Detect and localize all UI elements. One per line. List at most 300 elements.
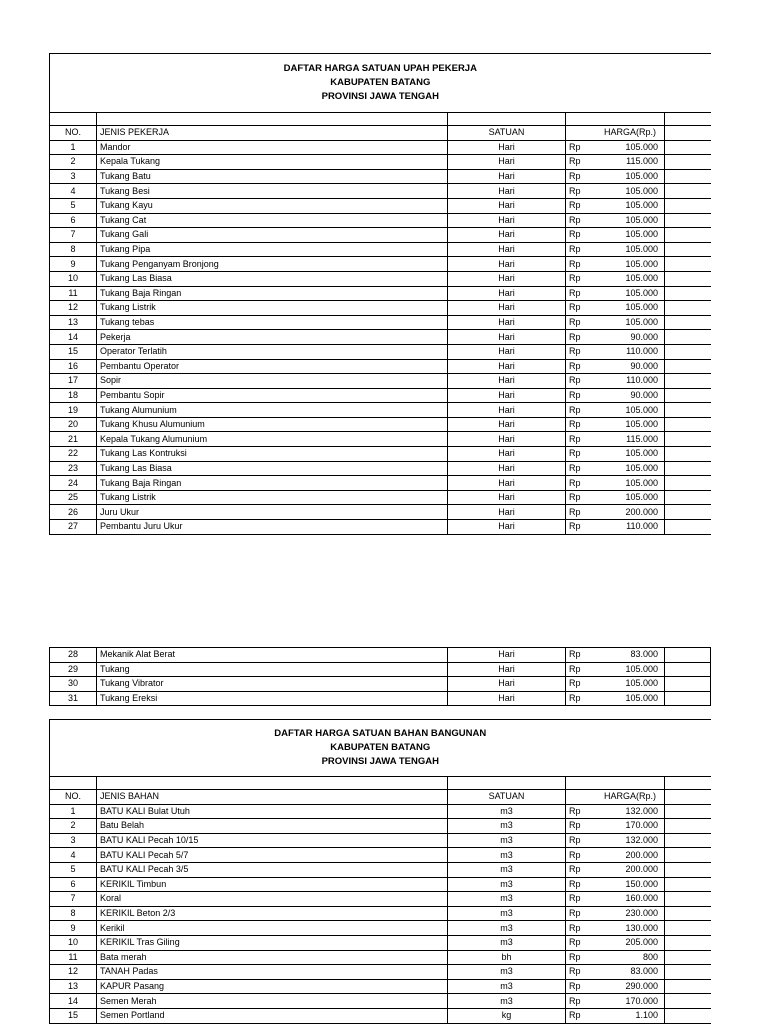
row-name: Tukang Khusu Alumunium bbox=[97, 417, 448, 432]
row-name: BATU KALI Bulat Utuh bbox=[97, 804, 448, 819]
row-price: 230.000 bbox=[596, 906, 665, 921]
row-name: Tukang Pipa bbox=[97, 242, 448, 257]
row-unit: m3 bbox=[448, 979, 566, 994]
row-number: 14 bbox=[50, 330, 97, 345]
row-empty-cell bbox=[665, 677, 711, 692]
row-empty-cell bbox=[665, 520, 711, 535]
row-price: 105.000 bbox=[596, 403, 665, 418]
row-currency: Rp bbox=[566, 330, 596, 345]
row-price: 115.000 bbox=[596, 155, 665, 170]
row-number: 12 bbox=[50, 301, 97, 316]
row-number: 21 bbox=[50, 432, 97, 447]
table-row bbox=[50, 892, 711, 907]
table-row bbox=[50, 213, 711, 228]
row-price: 110.000 bbox=[596, 374, 665, 389]
row-number: 1 bbox=[50, 804, 97, 819]
row-unit: m3 bbox=[448, 804, 566, 819]
row-currency: Rp bbox=[566, 374, 596, 389]
table-row bbox=[50, 520, 711, 535]
table-row bbox=[50, 804, 711, 819]
header-price: HARGA(Rp.) bbox=[566, 126, 665, 141]
row-price: 105.000 bbox=[596, 301, 665, 316]
row-currency: Rp bbox=[566, 921, 596, 936]
row-unit: Hari bbox=[448, 344, 566, 359]
row-number: 2 bbox=[50, 155, 97, 170]
row-unit: m3 bbox=[448, 994, 566, 1009]
table-row bbox=[50, 184, 711, 199]
row-empty-cell bbox=[665, 921, 711, 936]
row-currency: Rp bbox=[566, 906, 596, 921]
row-empty-cell bbox=[665, 877, 711, 892]
bahan-title-line-1: DAFTAR HARGA SATUAN BAHAN BANGUNAN bbox=[274, 728, 487, 739]
header-no: NO. bbox=[50, 790, 97, 805]
row-name: Semen Portland bbox=[97, 1008, 448, 1023]
row-unit: Hari bbox=[448, 388, 566, 403]
row-price: 132.000 bbox=[596, 804, 665, 819]
row-name: Tukang Las Biasa bbox=[97, 271, 448, 286]
row-name: Tukang tebas bbox=[97, 315, 448, 330]
table-row bbox=[50, 979, 711, 994]
row-price: 105.000 bbox=[596, 228, 665, 243]
row-empty-cell bbox=[665, 505, 711, 520]
row-unit: Hari bbox=[448, 169, 566, 184]
upah-title bbox=[50, 54, 711, 113]
table-row bbox=[50, 432, 711, 447]
row-unit: Hari bbox=[448, 271, 566, 286]
row-number: 20 bbox=[50, 417, 97, 432]
row-name: Tukang Las Biasa bbox=[97, 461, 448, 476]
row-empty-cell bbox=[665, 403, 711, 418]
row-price: 205.000 bbox=[596, 935, 665, 950]
row-currency: Rp bbox=[566, 662, 596, 677]
table-row bbox=[50, 461, 711, 476]
row-number: 8 bbox=[50, 906, 97, 921]
row-number: 15 bbox=[50, 1008, 97, 1023]
table-row bbox=[50, 155, 711, 170]
row-empty-cell bbox=[665, 862, 711, 877]
row-currency: Rp bbox=[566, 140, 596, 155]
row-empty-cell bbox=[665, 950, 711, 965]
row-price: 105.000 bbox=[596, 691, 665, 706]
row-name: Pembantu Operator bbox=[97, 359, 448, 374]
bahan-table bbox=[49, 719, 711, 1024]
row-name: KERIKIL Timbun bbox=[97, 877, 448, 892]
table-row bbox=[50, 490, 711, 505]
row-unit: Hari bbox=[448, 242, 566, 257]
row-currency: Rp bbox=[566, 359, 596, 374]
table-row bbox=[50, 417, 711, 432]
row-empty-cell bbox=[665, 184, 711, 199]
row-currency: Rp bbox=[566, 169, 596, 184]
table-row bbox=[50, 242, 711, 257]
row-empty-cell bbox=[665, 819, 711, 834]
row-currency: Rp bbox=[566, 344, 596, 359]
row-price: 105.000 bbox=[596, 461, 665, 476]
row-currency: Rp bbox=[566, 490, 596, 505]
table-row bbox=[50, 447, 711, 462]
row-number: 22 bbox=[50, 447, 97, 462]
row-number: 3 bbox=[50, 833, 97, 848]
row-currency: Rp bbox=[566, 648, 596, 663]
row-empty-cell bbox=[665, 330, 711, 345]
bahan-title-line-2: KABUPATEN BATANG bbox=[330, 742, 431, 753]
row-number: 23 bbox=[50, 461, 97, 476]
row-name: Tukang Listrik bbox=[97, 301, 448, 316]
row-name: Kepala Tukang Alumunium bbox=[97, 432, 448, 447]
row-price: 115.000 bbox=[596, 432, 665, 447]
row-number: 7 bbox=[50, 228, 97, 243]
row-currency: Rp bbox=[566, 461, 596, 476]
row-empty-cell bbox=[665, 461, 711, 476]
upah-title-line-3: PROVINSI JAWA TENGAH bbox=[321, 91, 439, 102]
row-number: 27 bbox=[50, 520, 97, 535]
row-empty-cell bbox=[665, 906, 711, 921]
table-row bbox=[50, 257, 711, 272]
header-unit: SATUAN bbox=[448, 126, 566, 141]
row-currency: Rp bbox=[566, 520, 596, 535]
bahan-title bbox=[50, 720, 711, 777]
row-price: 200.000 bbox=[596, 862, 665, 877]
row-number: 4 bbox=[50, 848, 97, 863]
row-number: 8 bbox=[50, 242, 97, 257]
row-name: BATU KALI Pecah 5/7 bbox=[97, 848, 448, 863]
row-number: 10 bbox=[50, 935, 97, 950]
row-price: 105.000 bbox=[596, 213, 665, 228]
row-empty-cell bbox=[665, 432, 711, 447]
row-name: Operator Terlatih bbox=[97, 344, 448, 359]
row-name: Pekerja bbox=[97, 330, 448, 345]
row-currency: Rp bbox=[566, 155, 596, 170]
row-name: Tukang Penganyam Bronjong bbox=[97, 257, 448, 272]
row-unit: Hari bbox=[448, 662, 566, 677]
row-empty-cell bbox=[665, 848, 711, 863]
row-name: Tukang Gali bbox=[97, 228, 448, 243]
table-row bbox=[50, 271, 711, 286]
row-number: 4 bbox=[50, 184, 97, 199]
row-price: 160.000 bbox=[596, 892, 665, 907]
row-currency: Rp bbox=[566, 848, 596, 863]
row-price: 132.000 bbox=[596, 833, 665, 848]
row-price: 105.000 bbox=[596, 169, 665, 184]
row-empty-cell bbox=[665, 490, 711, 505]
row-price: 150.000 bbox=[596, 877, 665, 892]
row-unit: Hari bbox=[448, 520, 566, 535]
row-unit: Hari bbox=[448, 374, 566, 389]
table-row bbox=[50, 403, 711, 418]
row-number: 30 bbox=[50, 677, 97, 692]
row-currency: Rp bbox=[566, 819, 596, 834]
upah-cont-table bbox=[49, 647, 711, 706]
row-empty-cell bbox=[665, 242, 711, 257]
row-name: Pembantu Juru Ukur bbox=[97, 520, 448, 535]
row-price: 1.100 bbox=[596, 1008, 665, 1023]
row-unit: m3 bbox=[448, 862, 566, 877]
row-number: 6 bbox=[50, 877, 97, 892]
header-name: JENIS BAHAN bbox=[97, 790, 448, 805]
row-currency: Rp bbox=[566, 388, 596, 403]
row-number: 19 bbox=[50, 403, 97, 418]
row-number: 1 bbox=[50, 140, 97, 155]
row-number: 26 bbox=[50, 505, 97, 520]
row-price: 200.000 bbox=[596, 505, 665, 520]
row-empty-cell bbox=[665, 994, 711, 1009]
row-empty-cell bbox=[665, 417, 711, 432]
row-empty-cell bbox=[665, 388, 711, 403]
table-row bbox=[50, 301, 711, 316]
row-empty-cell bbox=[665, 374, 711, 389]
row-currency: Rp bbox=[566, 476, 596, 491]
row-unit: Hari bbox=[448, 476, 566, 491]
table-row bbox=[50, 862, 711, 877]
upah-header-row bbox=[50, 126, 711, 141]
row-price: 105.000 bbox=[596, 677, 665, 692]
table-row bbox=[50, 374, 711, 389]
row-name: Tukang Vibrator bbox=[97, 677, 448, 692]
row-price: 110.000 bbox=[596, 344, 665, 359]
table-row bbox=[50, 315, 711, 330]
table-row bbox=[50, 965, 711, 980]
row-unit: Hari bbox=[448, 432, 566, 447]
row-unit: m3 bbox=[448, 935, 566, 950]
row-name: Tukang Baja Ringan bbox=[97, 286, 448, 301]
table-row bbox=[50, 648, 711, 663]
row-empty-cell bbox=[665, 476, 711, 491]
row-price: 105.000 bbox=[596, 257, 665, 272]
row-number: 28 bbox=[50, 648, 97, 663]
row-name: Tukang Cat bbox=[97, 213, 448, 228]
row-unit: Hari bbox=[448, 403, 566, 418]
row-unit: Hari bbox=[448, 184, 566, 199]
row-unit: Hari bbox=[448, 228, 566, 243]
row-unit: Hari bbox=[448, 417, 566, 432]
header-name: JENIS PEKERJA bbox=[97, 126, 448, 141]
row-number: 12 bbox=[50, 965, 97, 980]
row-name: KAPUR Pasang bbox=[97, 979, 448, 994]
row-currency: Rp bbox=[566, 301, 596, 316]
row-price: 170.000 bbox=[596, 819, 665, 834]
table-row bbox=[50, 662, 711, 677]
row-currency: Rp bbox=[566, 286, 596, 301]
row-empty-cell bbox=[665, 935, 711, 950]
row-number: 24 bbox=[50, 476, 97, 491]
table-row bbox=[50, 994, 711, 1009]
row-empty-cell bbox=[665, 198, 711, 213]
upah-title-line-2: KABUPATEN BATANG bbox=[330, 77, 431, 88]
row-unit: m3 bbox=[448, 819, 566, 834]
row-name: Pembantu Sopir bbox=[97, 388, 448, 403]
table-row bbox=[50, 1008, 711, 1023]
table-row bbox=[50, 833, 711, 848]
row-currency: Rp bbox=[566, 271, 596, 286]
row-number: 13 bbox=[50, 979, 97, 994]
row-currency: Rp bbox=[566, 862, 596, 877]
row-empty-cell bbox=[665, 662, 711, 677]
table-row bbox=[50, 388, 711, 403]
row-number: 11 bbox=[50, 950, 97, 965]
row-unit: m3 bbox=[448, 921, 566, 936]
row-number: 17 bbox=[50, 374, 97, 389]
table-row bbox=[50, 950, 711, 965]
row-number: 3 bbox=[50, 169, 97, 184]
row-empty-cell bbox=[665, 344, 711, 359]
header-no: NO. bbox=[50, 126, 97, 141]
row-currency: Rp bbox=[566, 198, 596, 213]
row-price: 105.000 bbox=[596, 271, 665, 286]
row-unit: Hari bbox=[448, 691, 566, 706]
table-row bbox=[50, 359, 711, 374]
row-currency: Rp bbox=[566, 979, 596, 994]
row-number: 2 bbox=[50, 819, 97, 834]
row-number: 5 bbox=[50, 198, 97, 213]
row-price: 105.000 bbox=[596, 315, 665, 330]
row-price: 105.000 bbox=[596, 140, 665, 155]
upah-title-line-1: DAFTAR HARGA SATUAN UPAH PEKERJA bbox=[283, 63, 477, 74]
row-number: 7 bbox=[50, 892, 97, 907]
table-row bbox=[50, 677, 711, 692]
row-name: TANAH Padas bbox=[97, 965, 448, 980]
row-number: 11 bbox=[50, 286, 97, 301]
upah-blank-row bbox=[50, 113, 711, 126]
row-empty-cell bbox=[665, 359, 711, 374]
row-currency: Rp bbox=[566, 965, 596, 980]
row-empty-cell bbox=[665, 286, 711, 301]
row-empty-cell bbox=[665, 257, 711, 272]
row-price: 105.000 bbox=[596, 417, 665, 432]
row-empty-cell bbox=[665, 315, 711, 330]
row-price: 800 bbox=[596, 950, 665, 965]
row-price: 83.000 bbox=[596, 648, 665, 663]
row-unit: Hari bbox=[448, 648, 566, 663]
row-price: 200.000 bbox=[596, 848, 665, 863]
row-number: 16 bbox=[50, 359, 97, 374]
row-currency: Rp bbox=[566, 447, 596, 462]
row-number: 15 bbox=[50, 344, 97, 359]
row-price: 105.000 bbox=[596, 242, 665, 257]
header-price: HARGA(Rp.) bbox=[566, 790, 665, 805]
table-row bbox=[50, 344, 711, 359]
row-unit: Hari bbox=[448, 301, 566, 316]
row-price: 105.000 bbox=[596, 286, 665, 301]
row-number: 18 bbox=[50, 388, 97, 403]
row-currency: Rp bbox=[566, 213, 596, 228]
row-price: 105.000 bbox=[596, 184, 665, 199]
row-currency: Rp bbox=[566, 1008, 596, 1023]
table-row bbox=[50, 921, 711, 936]
row-name: KERIKIL Tras Giling bbox=[97, 935, 448, 950]
row-name: KERIKIL Beton 2/3 bbox=[97, 906, 448, 921]
row-empty-cell bbox=[665, 140, 711, 155]
row-unit: Hari bbox=[448, 140, 566, 155]
row-number: 31 bbox=[50, 691, 97, 706]
table-row bbox=[50, 691, 711, 706]
row-empty-cell bbox=[665, 447, 711, 462]
row-name: Sopir bbox=[97, 374, 448, 389]
row-currency: Rp bbox=[566, 315, 596, 330]
row-currency: Rp bbox=[566, 184, 596, 199]
table-row bbox=[50, 140, 711, 155]
row-price: 170.000 bbox=[596, 994, 665, 1009]
row-name: Tukang Kayu bbox=[97, 198, 448, 213]
table-row bbox=[50, 505, 711, 520]
row-currency: Rp bbox=[566, 257, 596, 272]
row-number: 25 bbox=[50, 490, 97, 505]
row-empty-cell bbox=[665, 1008, 711, 1023]
row-name: Tukang bbox=[97, 662, 448, 677]
row-number: 29 bbox=[50, 662, 97, 677]
row-unit: bh bbox=[448, 950, 566, 965]
table-row bbox=[50, 906, 711, 921]
table-row bbox=[50, 330, 711, 345]
row-name: BATU KALI Pecah 10/15 bbox=[97, 833, 448, 848]
row-price: 105.000 bbox=[596, 662, 665, 677]
row-unit: m3 bbox=[448, 892, 566, 907]
row-unit: Hari bbox=[448, 155, 566, 170]
row-name: BATU KALI Pecah 3/5 bbox=[97, 862, 448, 877]
row-unit: Hari bbox=[448, 330, 566, 345]
row-number: 6 bbox=[50, 213, 97, 228]
row-empty-cell bbox=[665, 228, 711, 243]
row-price: 105.000 bbox=[596, 476, 665, 491]
row-number: 9 bbox=[50, 257, 97, 272]
row-price: 105.000 bbox=[596, 490, 665, 505]
row-empty-cell bbox=[665, 979, 711, 994]
table-row bbox=[50, 935, 711, 950]
row-price: 90.000 bbox=[596, 388, 665, 403]
row-name: Batu Belah bbox=[97, 819, 448, 834]
row-unit: Hari bbox=[448, 213, 566, 228]
row-currency: Rp bbox=[566, 505, 596, 520]
table-row bbox=[50, 848, 711, 863]
row-empty-cell bbox=[665, 965, 711, 980]
row-name: Tukang Las Kontruksi bbox=[97, 447, 448, 462]
row-empty-cell bbox=[665, 169, 711, 184]
row-price: 290.000 bbox=[596, 979, 665, 994]
row-number: 10 bbox=[50, 271, 97, 286]
row-name: Tukang Ereksi bbox=[97, 691, 448, 706]
row-name: Kepala Tukang bbox=[97, 155, 448, 170]
row-price: 90.000 bbox=[596, 330, 665, 345]
row-empty-cell bbox=[665, 648, 711, 663]
row-unit: Hari bbox=[448, 257, 566, 272]
row-name: Tukang Baja Ringan bbox=[97, 476, 448, 491]
row-unit: Hari bbox=[448, 198, 566, 213]
row-number: 5 bbox=[50, 862, 97, 877]
row-number: 9 bbox=[50, 921, 97, 936]
row-unit: Hari bbox=[448, 461, 566, 476]
row-price: 105.000 bbox=[596, 198, 665, 213]
row-empty-cell bbox=[665, 213, 711, 228]
row-price: 130.000 bbox=[596, 921, 665, 936]
row-empty-cell bbox=[665, 833, 711, 848]
row-unit: m3 bbox=[448, 848, 566, 863]
row-currency: Rp bbox=[566, 892, 596, 907]
bahan-title-line-3: PROVINSI JAWA TENGAH bbox=[321, 756, 439, 767]
row-empty-cell bbox=[665, 892, 711, 907]
bahan-blank-row bbox=[50, 777, 711, 790]
table-row bbox=[50, 228, 711, 243]
row-unit: m3 bbox=[448, 877, 566, 892]
row-name: Mekanik Alat Berat bbox=[97, 648, 448, 663]
bahan-header-row bbox=[50, 790, 711, 805]
row-unit: Hari bbox=[448, 447, 566, 462]
row-unit: Hari bbox=[448, 286, 566, 301]
row-price: 83.000 bbox=[596, 965, 665, 980]
upah-table bbox=[49, 53, 711, 535]
table-row bbox=[50, 819, 711, 834]
row-empty-cell bbox=[665, 804, 711, 819]
row-empty-cell bbox=[665, 155, 711, 170]
table-row bbox=[50, 169, 711, 184]
